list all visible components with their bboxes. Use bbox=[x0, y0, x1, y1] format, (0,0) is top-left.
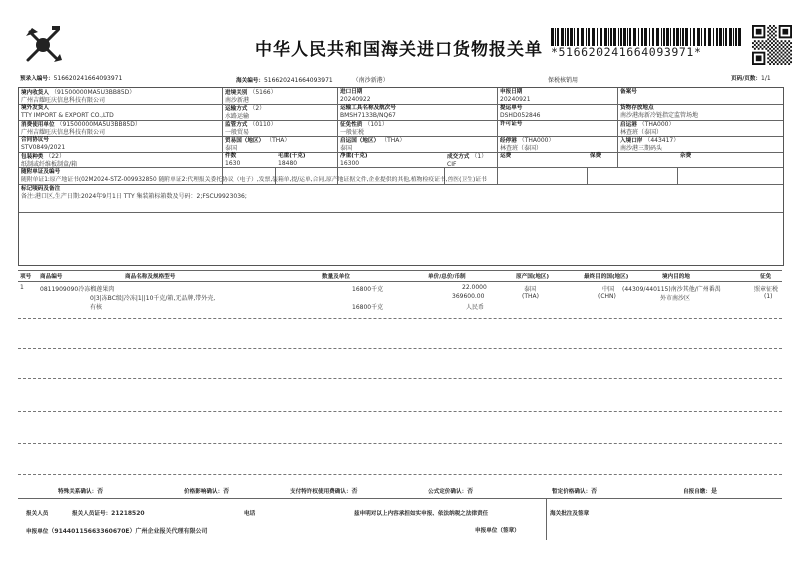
page-note: 保税核销用 bbox=[548, 77, 579, 84]
deal-terms-cell: 成交方式 （1） CIF bbox=[447, 153, 488, 168]
barcode-image bbox=[551, 28, 744, 46]
declaring-unit-seal: 申报单位（签章） bbox=[475, 528, 520, 534]
vessel-cell: 运输工具名称及航次号 BMSH7133B/NQ67 bbox=[340, 105, 396, 119]
formula-price-confirm: 公式定价确认：否 bbox=[428, 488, 474, 495]
qr-code-image bbox=[752, 25, 792, 65]
declarant-label: 报关人员 bbox=[26, 511, 49, 517]
customs-remarks-label: 海关批注及签章 bbox=[550, 511, 590, 517]
shipper-cell: 境外发货人 TTY IMPORT & EXPORT CO.,LTD bbox=[21, 105, 114, 119]
transit-port-cell: 经停港 （THA000） 林查班（泰国） bbox=[500, 137, 555, 152]
col-item-no: 项号 bbox=[20, 274, 32, 280]
col-destination: 最终目的国(地区) bbox=[584, 274, 629, 280]
legal-statement: 兹申明对以上内容承担如实申报、依法纳税之法律责任 bbox=[354, 511, 489, 517]
freight-cell: 运费 bbox=[500, 153, 512, 159]
price-impact-confirm: 价格影响确认：否 bbox=[184, 488, 230, 495]
marks-remarks-cell: 标记唛码及备注 备注:港口区,生产日期:2024年9月1日 TTY 集装箱标箱数及号码：2;FSCU9923036; bbox=[21, 186, 247, 200]
import-port-cell: 进境关别 （5166） 南沙新港 bbox=[225, 89, 277, 104]
attached-docs-cell: 随附单证及编号 随附单证1:原产地证书(02M2024-STZ-009932850 随附单证2:代理报关委托协议（电子）,发票,装箱单,提/运单,合同,原产地证据文件,企业提供的其他,植物检疫证书,兽医(卫生)证书 bbox=[21, 169, 487, 183]
barcode-number: *516620241664093971* bbox=[551, 45, 702, 59]
contract-cell: 合同协议号 STV0849/2021 bbox=[21, 137, 66, 151]
page-number: 页码/页数：1/1 bbox=[731, 75, 771, 82]
declaration-form-grid bbox=[18, 87, 784, 266]
declarant-cert: 报关人员证号：21218520 bbox=[72, 510, 145, 517]
royalty-confirm: 支付特许权使用费确认：否 bbox=[290, 488, 358, 495]
pieces-cell: 件数 1630 bbox=[225, 153, 241, 167]
col-levy: 征免 bbox=[760, 274, 772, 280]
pre-entry-number: 预录入编号：516620241664093971 bbox=[20, 75, 123, 82]
supervision-cell: 监管方式 （0110） 一般贸易 bbox=[225, 121, 277, 136]
departure-port-cell: 启运港 （THA000） 林查班（泰国） bbox=[620, 121, 675, 136]
storage-cell: 货物存放地点 南沙港海新冷链指定监管场地 bbox=[620, 105, 699, 119]
insurance-cell: 保费 bbox=[590, 153, 602, 159]
col-price: 单价/总价/币制 bbox=[428, 274, 466, 280]
customs-number: 海关编号：516620241664093971 （南沙新港） bbox=[236, 77, 389, 84]
bill-of-lading-cell: 提运单号 DSHD052846 bbox=[500, 105, 541, 119]
consignee-cell: 境内收货人 （91500000MA5U3BB85D） 广州吉耀旺庆信息科技有限公司 bbox=[21, 89, 136, 104]
col-hs-code: 商品编号 bbox=[40, 274, 63, 280]
license-cell: 许可证号 bbox=[500, 121, 523, 127]
col-origin: 原产国(地区) bbox=[516, 274, 550, 280]
form-title: 中华人民共和国海关进口货物报关单 bbox=[255, 40, 543, 60]
provisional-price-confirm: 暂定价格确认：否 bbox=[552, 488, 598, 495]
entry-port-cell: 入境口岸 （443417） 南沙港三期码头 bbox=[620, 137, 680, 152]
package-type-cell: 包装种类 （22） 纸制或纤维板制盒/箱 bbox=[21, 153, 78, 168]
gross-weight-cell: 毛重(千克) 18480 bbox=[278, 153, 306, 167]
consumer-unit-cell: 消费使用单位 （91500000MA5U3BB85D） 广州吉耀旺庆信息科技有限公司 bbox=[21, 121, 141, 136]
self-declare-confirm: 自报自缴：是 bbox=[683, 488, 717, 495]
levy-nature-cell: 征免性质 （101） 一般征税 bbox=[340, 121, 388, 136]
trade-country-cell: 贸易国（地区） （THA） 泰国 bbox=[225, 137, 291, 152]
col-domestic-dest: 境内目的地 bbox=[662, 274, 690, 280]
customs-emblem-logo bbox=[20, 22, 66, 68]
origin-country-cell: 启运国（地区） （THA） 泰国 bbox=[340, 137, 406, 152]
col-goods-name: 商品名称及规格型号 bbox=[125, 274, 176, 280]
record-no-cell: 备案号 bbox=[620, 89, 637, 95]
col-quantity: 数量及单位 bbox=[322, 274, 350, 280]
net-weight-cell: 净重(千克) 16300 bbox=[340, 153, 368, 167]
declare-date-cell: 申报日期 20240921 bbox=[500, 89, 531, 103]
transport-cell: 运输方式 （2） 水路运输 bbox=[225, 105, 266, 120]
phone-label: 电话 bbox=[244, 511, 256, 517]
misc-fee-cell: 杂费 bbox=[680, 153, 692, 159]
special-relation-confirm: 特殊关系确认：否 bbox=[58, 488, 104, 495]
import-date-cell: 进口日期 20240922 bbox=[340, 89, 371, 103]
declaring-unit: 申报单位（91440115663360670E）广州企业报关代理有限公司 bbox=[26, 528, 208, 535]
